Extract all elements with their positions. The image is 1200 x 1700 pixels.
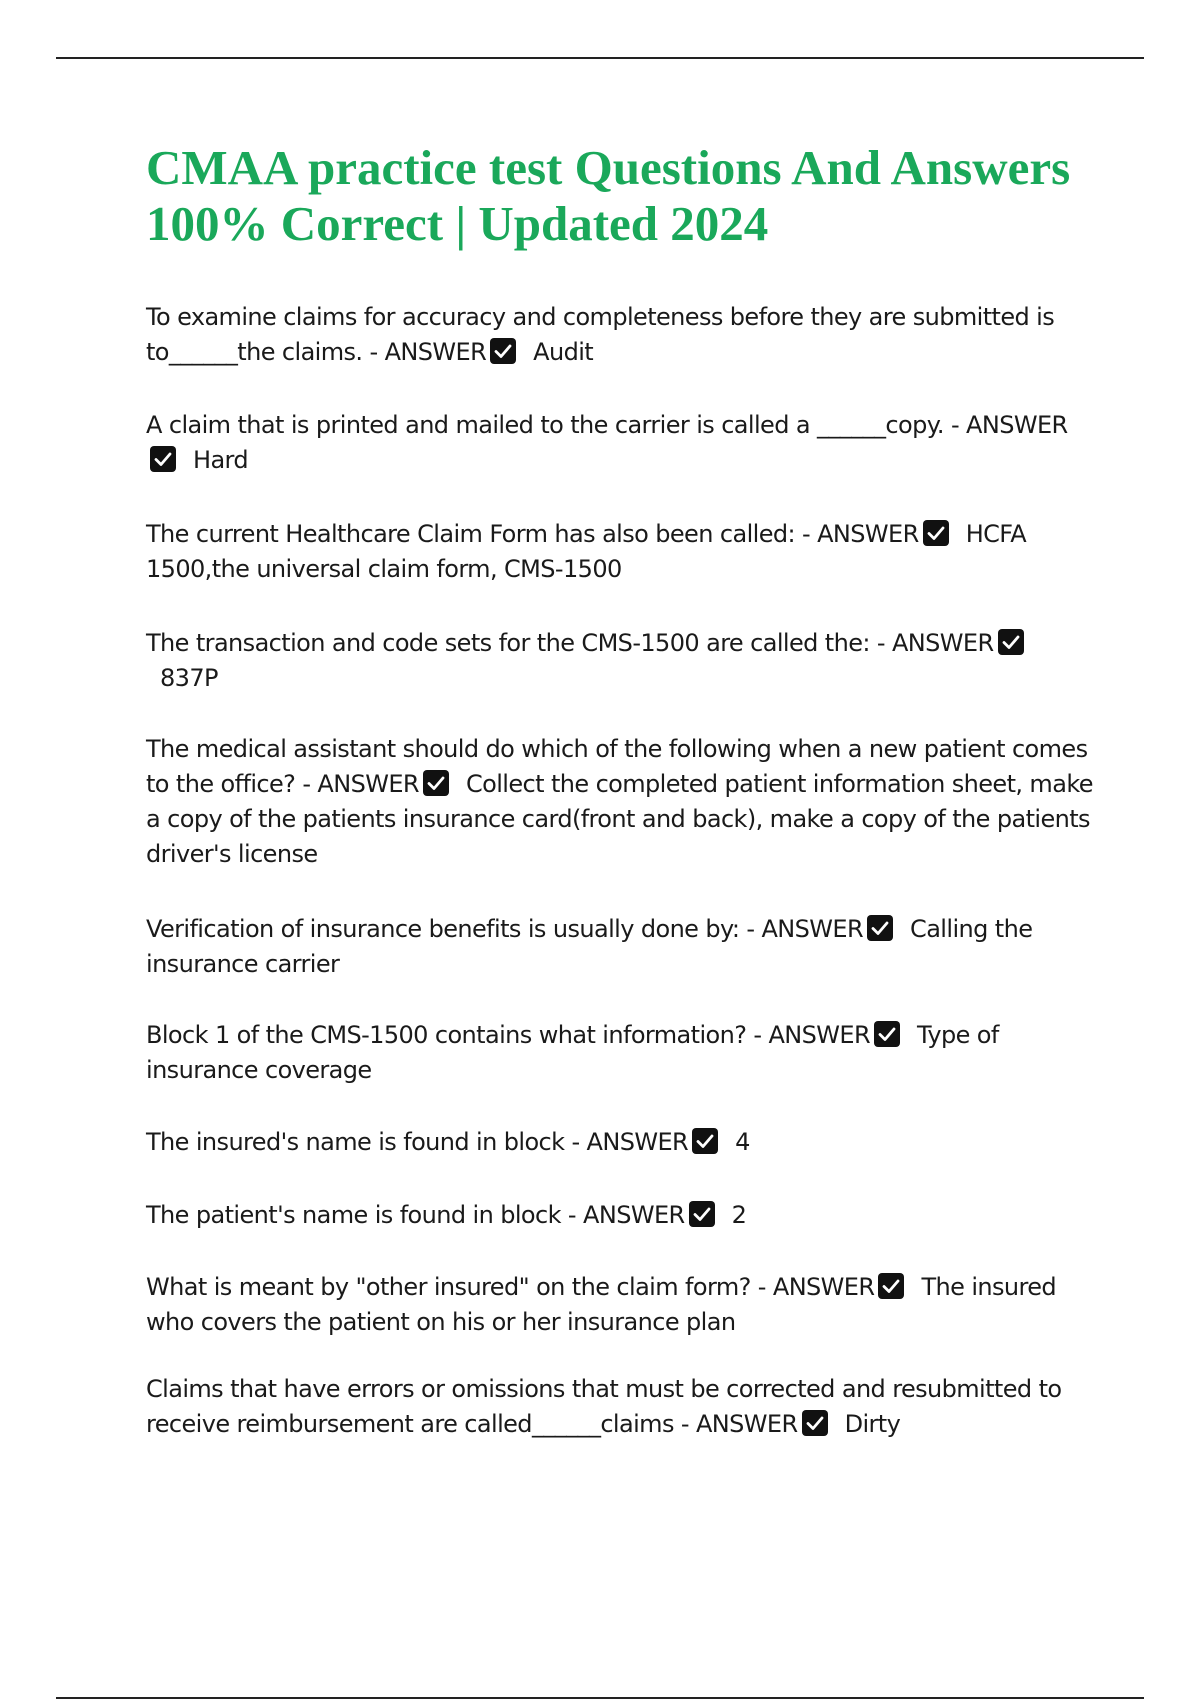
answer-text: Type of insurance coverage bbox=[146, 1021, 999, 1084]
answer-label: ANSWER bbox=[586, 1128, 689, 1156]
answer-label: ANSWER bbox=[583, 1201, 685, 1229]
checkbox-checked-icon bbox=[801, 1409, 829, 1437]
answer-label: ANSWER bbox=[891, 629, 994, 657]
answer-label: ANSWER bbox=[817, 520, 919, 548]
question-text: Claims that have errors or omissions that must be corrected and resubmitted to receive reimbursement are called______claims - bbox=[146, 1375, 1062, 1438]
answer-text: Calling the insurance carrier bbox=[146, 915, 1033, 978]
question-text: The insured's name is found in block - bbox=[146, 1128, 587, 1156]
checkbox-checked-icon bbox=[866, 914, 894, 942]
answer-label: ANSWER bbox=[384, 338, 487, 366]
answer-text: 837P bbox=[160, 664, 218, 692]
title-line-1: CMAA practice test Questions And Answers bbox=[146, 140, 1071, 195]
answer-label: ANSWER bbox=[966, 411, 1068, 439]
checkbox-checked-icon bbox=[691, 1127, 719, 1155]
document-title bbox=[146, 140, 1106, 252]
question-text: The patient's name is found in block - bbox=[146, 1201, 584, 1229]
question-text: The current Healthcare Claim Form has also been called: - bbox=[146, 520, 818, 548]
question-text: Verification of insurance benefits is usually done by: - bbox=[146, 915, 762, 943]
answer-text: Hard bbox=[193, 446, 249, 474]
answer-text: 4 bbox=[735, 1128, 750, 1156]
answer-label: ANSWER bbox=[317, 770, 419, 798]
checkbox-checked-icon bbox=[149, 445, 177, 473]
checkbox-checked-icon bbox=[489, 337, 517, 365]
qa-item bbox=[146, 1125, 1096, 1160]
answer-label: ANSWER bbox=[768, 1021, 871, 1049]
answer-label: ANSWER bbox=[695, 1410, 798, 1438]
qa-item bbox=[146, 408, 1096, 478]
qa-item bbox=[146, 517, 1096, 587]
checkbox-checked-icon bbox=[688, 1200, 716, 1228]
answer-label: ANSWER bbox=[761, 915, 864, 943]
qa-item bbox=[146, 1018, 1096, 1088]
qa-item bbox=[146, 626, 1096, 696]
qa-item bbox=[146, 1270, 1096, 1340]
qa-item bbox=[146, 912, 1096, 982]
question-text: What is meant by "other insured" on the claim form? - bbox=[146, 1273, 773, 1301]
answer-text: HCFA 1500,the universal claim form, CMS-1500 bbox=[146, 520, 1027, 583]
question-text: A claim that is printed and mailed to the carrier is called a ______copy. - bbox=[146, 411, 967, 439]
answer-text: Collect the completed patient information sheet, make a copy of the patients insurance card(front and back), make a copy of the patients driver's license bbox=[146, 770, 1093, 868]
question-text: The medical assistant should do which of the following when a new patient comes to the office? - bbox=[146, 735, 1088, 798]
answer-label: ANSWER bbox=[772, 1273, 875, 1301]
qa-item bbox=[146, 300, 1096, 370]
qa-item bbox=[146, 1372, 1096, 1442]
checkbox-checked-icon bbox=[997, 628, 1025, 656]
checkbox-checked-icon bbox=[873, 1020, 901, 1048]
bottom-divider bbox=[56, 1697, 1144, 1699]
top-divider bbox=[56, 57, 1144, 59]
checkbox-checked-icon bbox=[922, 519, 950, 547]
question-text: Block 1 of the CMS-1500 contains what information? - bbox=[146, 1021, 769, 1049]
checkbox-checked-icon bbox=[877, 1272, 905, 1300]
checkbox-checked-icon bbox=[422, 769, 450, 797]
title-line-2: 100% Correct | Updated 2024 bbox=[146, 196, 769, 251]
qa-item bbox=[146, 1198, 1096, 1233]
answer-text: Dirty bbox=[844, 1410, 901, 1438]
question-text: To examine claims for accuracy and completeness before they are submitted is to______the claims. - bbox=[146, 303, 1055, 366]
qa-item bbox=[146, 732, 1096, 872]
question-text: The transaction and code sets for the CMS-1500 are called the: - bbox=[146, 629, 892, 657]
answer-text: The insured who covers the patient on his or her insurance plan bbox=[146, 1273, 1057, 1336]
answer-text: 2 bbox=[731, 1201, 747, 1229]
answer-text: Audit bbox=[533, 338, 594, 366]
